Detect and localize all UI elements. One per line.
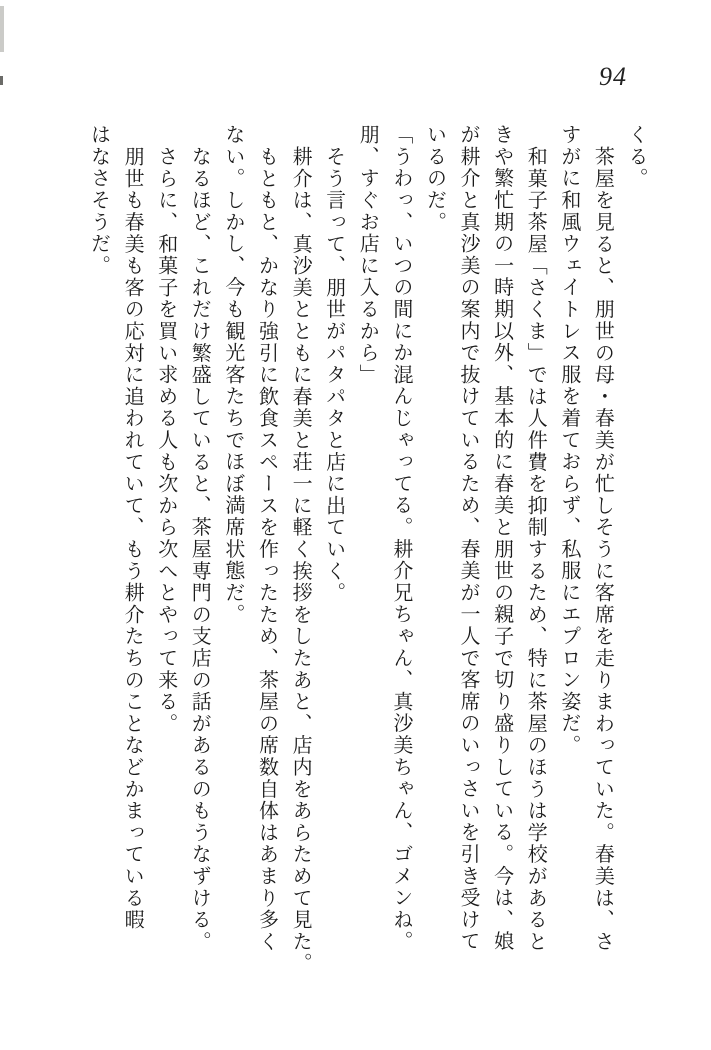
text-line: 朋、すぐお店に入るから」 [356, 124, 381, 386]
text-line: 朋世も春美も客の応対に追われていて、もう耕介たちのことなどかまっている暇 [121, 145, 146, 931]
page-number: 94 [599, 62, 627, 91]
text-line: もともと、かなり強引に飲食スペースを作ったため、茶屋の席数自体はあまり多く [255, 145, 280, 953]
text-line: くる。 [625, 124, 649, 190]
text-line: きや繁忙期の一時期以外、基本的に春美と朋世の親子で切り盛りしている。今は、娘 [490, 124, 515, 953]
text-line: 茶屋を見ると、朋世の母・春美が忙しそうに客席を走りまわっていた。春美は、さ [591, 145, 616, 953]
text-line: 耕介は、真沙美とともに春美と荘一に軽く挨拶をしたあと、店内をあらためて見た。 [289, 145, 314, 975]
text-line: 和菓子茶屋「さくま」では人件費を抑制するため、特に茶屋のほうは学校があると [524, 145, 549, 953]
scan-artifact [0, 76, 3, 85]
text-line: さらに、和菓子を買い求める人も次から次へとやって来る。 [154, 145, 179, 735]
text-line: すがに和風ウェイトレス服を着ておらず、私服にエプロン姿だ。 [557, 124, 582, 757]
text-line: いるのだ。 [423, 124, 448, 233]
text-line: そう言って、朋世がパタパタと店に出ていく。 [322, 145, 347, 604]
scan-artifact [0, 6, 4, 52]
text-line: なるほど、これだけ繁盛していると、茶屋専門の支店の話があるのもうなずける。 [188, 145, 213, 953]
text-line: 「うわっ、いつの間にか混んじゃってる。耕介兄ちゃん、真沙美ちゃん、ゴメンね。 [389, 124, 414, 953]
text-line: はなさそうだ。 [87, 124, 112, 277]
text-line: ない。しかし、今も観光客たちでほぼ満席状態だ。 [221, 124, 246, 626]
text-block [82, 124, 653, 975]
text-line: が耕介と真沙美の案内で抜けているため、春美が一人で客席のいっさいを引き受けて [457, 124, 482, 953]
